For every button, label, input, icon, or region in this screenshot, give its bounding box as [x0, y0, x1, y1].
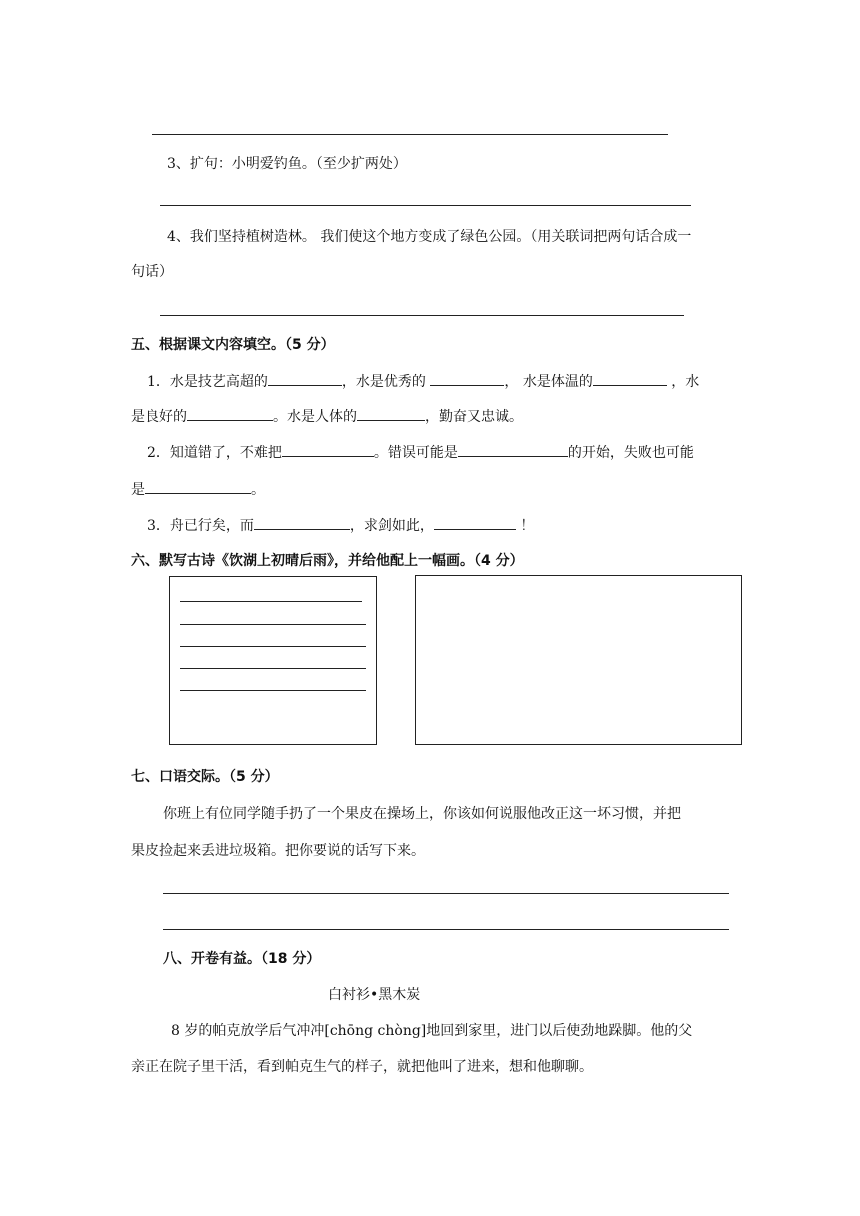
text-segment: 是良好的 [131, 409, 187, 425]
story-paragraph-line2: 亲正在院子里干活，看到帕克生气的样子，就把他叫了进来，想和他聊聊。 [131, 1059, 593, 1075]
sec7-prompt-line2: 果皮捡起来丢进垃圾箱。把你要说的话写下来。 [131, 843, 425, 859]
story-title: 白衬衫•黑木炭 [328, 987, 421, 1003]
section8-title: 八、开卷有益。（18 分） [163, 951, 321, 967]
text-segment: 1．水是技艺高超的 [147, 374, 268, 390]
text-segment: 。错误可能是 [373, 445, 458, 461]
fill-blank[interactable] [282, 442, 374, 457]
fill-blank[interactable] [357, 406, 425, 421]
poem-line[interactable] [180, 601, 362, 602]
poem-line[interactable] [180, 646, 366, 647]
sec5-q1-line1 [147, 371, 699, 392]
answer-line[interactable] [152, 134, 668, 135]
fill-blank[interactable] [434, 515, 516, 530]
fill-blank[interactable] [187, 406, 273, 421]
answer-line[interactable] [163, 929, 729, 930]
fill-blank[interactable] [145, 479, 251, 494]
text-segment: ，水 [671, 374, 700, 390]
text-segment: ， 水是体温的 [504, 374, 593, 390]
section5-title: 五、根据课文内容填空。（5 分） [131, 337, 335, 353]
fill-blank[interactable] [268, 371, 342, 386]
fill-blank[interactable] [254, 515, 350, 530]
text-segment: 是 [131, 482, 145, 498]
sec5-q3-line [147, 515, 534, 536]
section6-title: 六、默写古诗《饮湖上初晴后雨》，并给他配上一幅画。（4 分） [131, 553, 524, 569]
poem-line[interactable] [180, 668, 366, 669]
text-segment: 2．知道错了，不难把 [147, 445, 282, 461]
text-segment: 3．舟已行矣，而 [147, 518, 254, 534]
text-segment: ！ [520, 518, 535, 534]
answer-line[interactable] [160, 205, 691, 206]
sec5-q1-line2 [131, 406, 523, 427]
answer-line[interactable] [160, 315, 684, 316]
text-segment: 。 [251, 482, 265, 498]
answer-line[interactable] [163, 893, 729, 894]
drawing-box[interactable] [415, 575, 742, 745]
story-paragraph-line1: 8 岁的帕克放学后气冲冲[chōng chòng]地回到家里，进门以后使劲地跺脚。他的父 [171, 1023, 693, 1039]
text-segment: ，求剑如此， [349, 518, 434, 534]
fill-blank[interactable] [458, 442, 568, 457]
section7-title: 七、口语交际。（5 分） [131, 769, 279, 785]
poem-writing-box [169, 576, 377, 745]
fill-blank[interactable] [430, 371, 504, 386]
sec5-q2-line2 [131, 479, 265, 500]
text-segment: ，勤奋又忠诚。 [425, 409, 523, 425]
text-segment: 。水是人体的 [273, 409, 357, 425]
fill-blank[interactable] [593, 371, 667, 386]
q4-item4-text-line2: 句话） [131, 264, 173, 280]
sec7-prompt-line1: 你班上有位同学随手扔了一个果皮在操场上，你该如何说服他改正这一坏习惯，并把 [163, 806, 681, 822]
q4-item4-text-line1: 4、我们坚持植树造林。 我们使这个地方变成了绿色公园。（用关联词把两句话合成一 [167, 229, 692, 245]
poem-line[interactable] [180, 690, 366, 691]
q4-item3-text: 3、扩句：小明爱钓鱼。（至少扩两处） [167, 156, 407, 172]
poem-line[interactable] [180, 624, 366, 625]
sec5-q2-line1 [147, 442, 694, 463]
text-segment: ，水是优秀的 [341, 374, 426, 390]
text-segment: 的开始，失败也可能 [567, 445, 694, 461]
